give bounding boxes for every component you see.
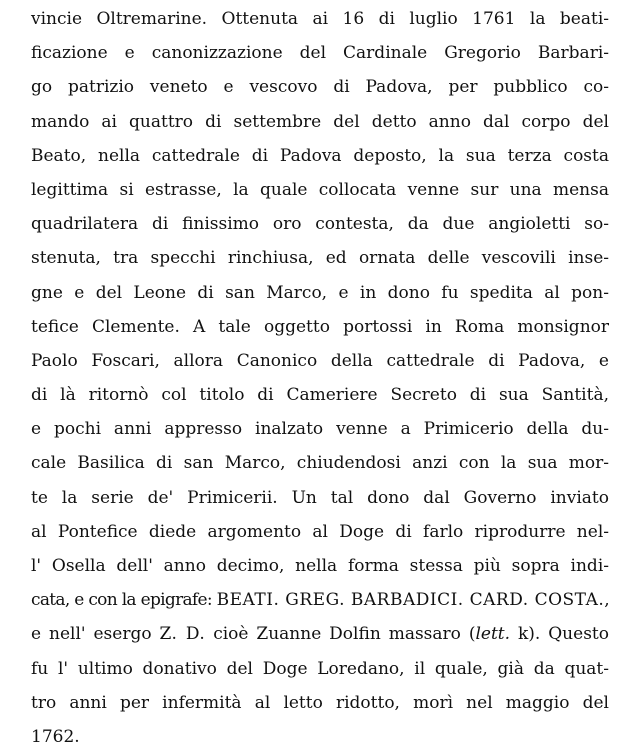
line-fragment: e nell' esergo: [31, 624, 160, 645]
body-text: [31, 2, 609, 754]
text-line: Paolo Foscari, allora Canonico della cattedrale di Padova, e: [31, 350, 609, 371]
text-line: gne e del Leone di san Marco, e in dono fu spedita al pon-: [31, 282, 609, 303]
text-line: legittima si estrasse, la quale collocata venne sur una mensa: [31, 179, 609, 200]
text-line: Beato, nella cattedrale di Padova deposto, la sua terza costa: [31, 145, 609, 166]
text-line: e pochi anni appresso inalzato venne a Primicerio della du-: [31, 419, 609, 440]
initials-text: Z. D.: [159, 624, 206, 645]
line-fragment: cata, e con la epigrafe:: [31, 590, 217, 611]
text-line-last: 1762.: [31, 726, 80, 747]
text-line: te la serie de' Primicerii. Un tal dono dal Governo inviato: [31, 487, 609, 508]
text-line: cale Basilica di san Marco, chiudendosi anzi con la sua mor-: [31, 453, 609, 474]
text-line: al Pontefice diede argomento al Doge di farlo riprodurre nel-: [31, 521, 609, 542]
text-line: fu l' ultimo donativo del Doge Loredano, il quale, già da quat-: [31, 658, 609, 679]
text-line: tro anni per infermità al letto ridotto, morì nel maggio del: [31, 692, 609, 713]
epigraph-text: BEATI. GREG. BARBADICI. CARD. COSTA.: [216, 590, 605, 611]
text-line: ficazione e canonizzazione del Cardinale Gregorio Barbari-: [31, 43, 609, 64]
text-line: l' Osella dell' anno decimo, nella forma stessa più sopra indi-: [31, 556, 609, 576]
text-line: di là ritornò col titolo di Cameriere Secreto di sua Santità,: [31, 385, 609, 406]
text-line: stenuta, tra specchi rinchiusa, ed ornata delle vescovili inse-: [31, 248, 609, 269]
text-line-esergo: [31, 617, 609, 651]
text-line: go patrizio veneto e vescovo di Padova, per pubblico co-: [31, 77, 609, 98]
text-line: quadrilatera di finissimo oro contesta, da due angioletti so-: [31, 214, 609, 235]
text-line: tefice Clemente. A tale oggetto portossi in Roma monsignor: [31, 316, 609, 337]
text-line-epigraph: [31, 583, 609, 617]
letter-reference: lett.: [475, 624, 511, 645]
line-fragment: k). Questo: [510, 624, 609, 645]
line-fragment: cioè Zuanne Dolfin massaro (: [205, 624, 476, 645]
text-line: vincie Oltremarine. Ottenuta ai 16 di luglio 1761 la beati-: [31, 9, 609, 29]
line-fragment: ,: [604, 590, 609, 611]
text-line: mando ai quattro di settembre del detto anno dal corpo del: [31, 111, 609, 132]
